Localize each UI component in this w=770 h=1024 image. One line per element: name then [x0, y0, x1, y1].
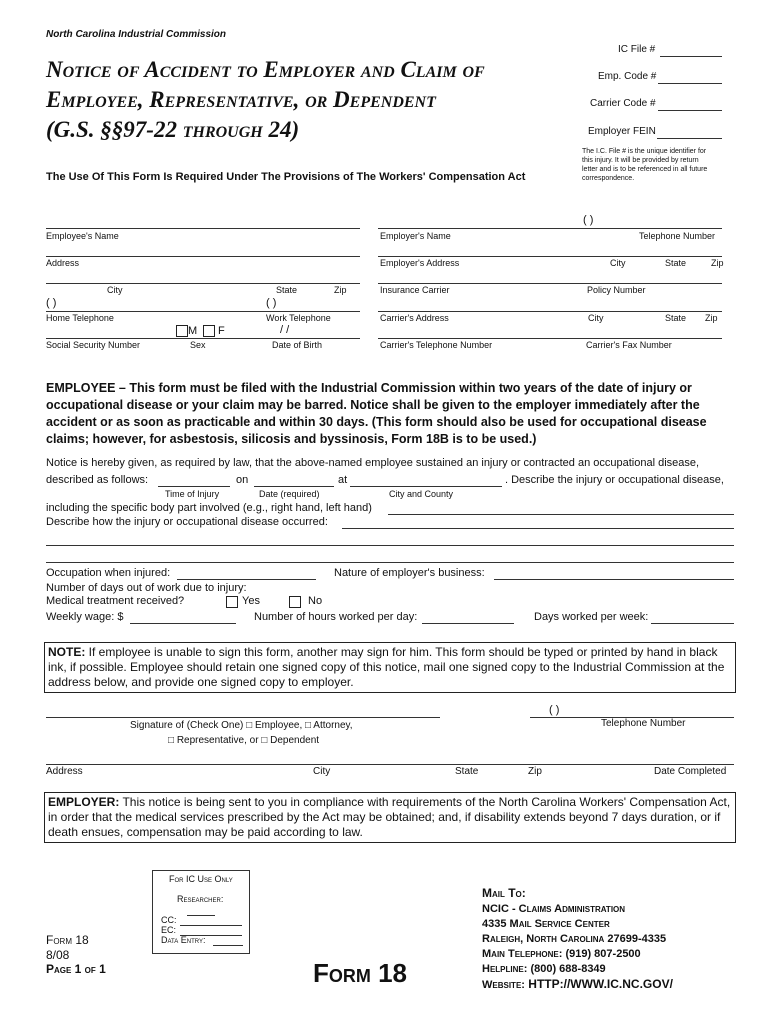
mail-to-label: Mail To: [482, 886, 526, 900]
sex-label: Sex [190, 340, 206, 350]
data-entry-line [213, 945, 243, 946]
signer-address-label: Address [46, 766, 83, 777]
hours-per-day-label: Number of hours worked per day: [254, 611, 418, 623]
employer-notice-box [44, 792, 736, 843]
employer-address-label: Employer's Address [380, 258, 460, 268]
big-form-label: Form 18 [313, 958, 408, 988]
carrier-code-label: Carrier Code # [590, 98, 656, 109]
signer-state-label: State [455, 766, 479, 777]
how-occurred-line-3[interactable] [46, 550, 734, 563]
signer-phone-paren: ( ) [549, 704, 560, 716]
data-entry-label: Data Entry: [161, 935, 206, 945]
note-label: NOTE: [48, 645, 86, 659]
weekly-wage-input[interactable] [130, 611, 236, 624]
home-telephone-label: Home Telephone [46, 313, 114, 323]
at-label: at [338, 474, 348, 486]
requirement-notice: The Use Of This Form Is Required Under The Provisions of The Workers' Compensation Act [46, 171, 526, 183]
employee-filing-notice: EMPLOYEE – This form must be filed with the Industrial Commission within two years of the date of injury or occupational disease or your claim may be barred. Notice shall be given to the employer immediately after the accident or as soon as practicable and within 30 days. (This form should also be used for occupational disease claims; however, for asbestosis, silicosis and byssinosis, Form 18B is to be used.) [46, 381, 707, 446]
weekly-wage-label: Weekly wage: $ [46, 611, 124, 623]
researcher-line [187, 915, 215, 916]
medical-yes-label: Yes [242, 595, 260, 607]
employee-address-label: Address [46, 258, 80, 268]
how-occurred-input[interactable] [342, 516, 734, 529]
medical-label: Medical treatment received? [46, 595, 185, 607]
signer-zip-label: Zip [528, 766, 542, 777]
business-input[interactable] [494, 567, 734, 580]
telephone-input[interactable] [46, 299, 360, 312]
medical-yes-checkbox[interactable] [226, 596, 238, 608]
carrier-city-label: City [588, 313, 604, 323]
on-label: on [236, 474, 249, 486]
signature-check-line-2: □ Representative, or □ Dependent [168, 735, 320, 746]
carrier-code-input[interactable] [658, 98, 722, 111]
work-telephone-label: Work Telephone [266, 313, 331, 323]
employer-telephone-label: Telephone Number [639, 231, 716, 241]
employee-name-input[interactable] [46, 216, 360, 229]
employee-address-input[interactable] [46, 244, 360, 257]
date-completed-label: Date Completed [654, 766, 727, 777]
form-date: 8/08 [46, 948, 70, 962]
employer-city-label: City [610, 258, 626, 268]
date-required-label: Date (required) [259, 489, 320, 499]
employer-fein-label: Employer FEIN [588, 126, 656, 137]
employee-city-label: City [107, 285, 123, 295]
employee-zip-label: Zip [334, 285, 347, 295]
city-county-label: City and County [389, 489, 454, 499]
home-phone-paren: ( ) [46, 297, 57, 309]
days-per-week-input[interactable] [651, 611, 734, 624]
main-telephone: Main Telephone: (919) 807-2500 [482, 948, 641, 960]
emp-code-input[interactable] [658, 71, 722, 84]
agency-name: North Carolina Industrial Commission [46, 29, 227, 40]
employee-name-label: Employee's Name [46, 231, 119, 241]
employer-fein-input[interactable] [657, 126, 722, 139]
notice-given-text: Notice is hereby given, as required by law, that the above-named employee sustained an injury or contracted an occupational disease, [46, 457, 700, 469]
employer-address-input[interactable] [378, 244, 722, 257]
employee-state-label: State [276, 285, 298, 295]
ic-use-box [152, 870, 250, 954]
carrier-state-label: State [665, 313, 687, 323]
medical-no-checkbox[interactable] [289, 596, 301, 608]
employer-notice-label: EMPLOYER: [48, 795, 120, 809]
signature-check-line-1: Signature of (Check One) □ Employee, □ Attorney, [130, 720, 353, 731]
policy-number-label: Policy Number [587, 285, 646, 295]
hours-per-day-input[interactable] [422, 611, 514, 624]
dob-label: Date of Birth [272, 340, 323, 350]
work-phone-paren: ( ) [266, 297, 277, 309]
website: Website: HTTP://WWW.IC.NC.GOV/ [482, 977, 673, 991]
city-county-input[interactable] [350, 474, 502, 487]
signer-city-label: City [313, 766, 331, 777]
sex-female-label: F [218, 325, 225, 337]
how-occurred-label: Describe how the injury or occupational disease occurred: [46, 516, 328, 528]
dob-slashes: / / [280, 324, 290, 336]
carrier-telephone-label: Carrier's Telephone Number [380, 340, 493, 350]
ic-use-title: For IC Use Only [169, 874, 233, 884]
body-part-input[interactable] [388, 502, 734, 515]
mail-to-line-1: NCIC - Claims Administration [482, 903, 626, 915]
date-of-injury-input[interactable] [254, 474, 334, 487]
carrier-address-label: Carrier's Address [380, 313, 449, 323]
signer-telephone-input[interactable] [530, 705, 734, 718]
form-title-line-3: (G.S. §§97-22 through 24) [46, 117, 300, 142]
mail-to-line-3: Raleigh, North Carolina 27699-4335 [482, 933, 667, 945]
medical-no-label: No [308, 595, 323, 607]
form-title-line-2: Employee, Representative, or Dependent [46, 87, 436, 112]
employer-name-input[interactable] [378, 216, 722, 229]
described-as-label: described as follows: [46, 474, 149, 486]
ssn-sex-dob-input[interactable] [46, 326, 360, 339]
ic-file-note: The I.C. File # is the unique identifier for this injury. It will be provided by return letter and is to be referenced in all future correspondence. [582, 148, 708, 182]
ssn-label: Social Security Number [46, 340, 141, 350]
occupation-input[interactable] [177, 567, 316, 580]
occupation-label: Occupation when injured: [46, 567, 171, 579]
days-out-label: Number of days out of work due to injury: [46, 582, 247, 594]
insurance-carrier-label: Insurance Carrier [380, 285, 450, 295]
insurance-carrier-input[interactable] [378, 271, 722, 284]
days-per-week-label: Days worked per week: [534, 611, 649, 623]
employer-state-label: State [665, 258, 687, 268]
carrier-zip-label: Zip [705, 313, 718, 323]
note-box [44, 642, 736, 693]
note-text: If employee is unable to sign this form, another may sign for him. This form should be typed or printed by hand in black ink, if possible. Employee should retain one signed copy of this notice, mail one signed copy to the Industrial Commission at the address below, and provide one signed copy to employer. [48, 645, 725, 689]
employer-name-label: Employer's Name [380, 231, 451, 241]
signer-telephone-label: Telephone Number [601, 718, 686, 729]
employer-notice-text: This notice is being sent to you in compliance with requirements of the North Carolina Workers' Compensation Act, in order that the medical services prescribed by the Act may be obtained; and, if disability extends beyond 7 days duration, or if death ensues, compensation may be paid according to law. [48, 795, 731, 839]
signer-address-input[interactable] [46, 752, 734, 765]
ec-label: EC: [161, 925, 177, 935]
how-occurred-line-2[interactable] [46, 533, 734, 546]
emp-code-label: Emp. Code # [598, 71, 657, 82]
form-title-line-1: Notice of Accident to Employer and Claim of [46, 57, 485, 82]
ic-file-label: IC File # [618, 44, 656, 55]
cc-label: CC: [161, 915, 177, 925]
time-of-injury-label: Time of Injury [165, 489, 220, 499]
mail-to-line-2: 4335 Mail Service Center [482, 918, 610, 930]
signature-input[interactable] [46, 705, 440, 718]
cc-line [180, 925, 242, 926]
form-number: Form 18 [46, 933, 89, 947]
carrier-phone-fax-input[interactable] [378, 326, 722, 339]
ic-file-input[interactable] [660, 44, 722, 57]
employer-phone-paren: ( ) [583, 214, 594, 226]
employee-city-state-zip-input[interactable] [46, 271, 360, 284]
time-of-injury-input[interactable] [158, 474, 230, 487]
sex-male-label: M [188, 325, 198, 337]
business-label: Nature of employer's business: [334, 567, 485, 579]
employer-zip-label: Zip [711, 258, 724, 268]
helpline: Helpline: (800) 688-8349 [482, 963, 606, 975]
page-number: Page 1 of 1 [46, 962, 106, 976]
carrier-address-input[interactable] [378, 299, 722, 312]
body-part-label: including the specific body part involved (e.g., right hand, left hand) [46, 502, 372, 514]
researcher-label: Researcher: [177, 894, 224, 904]
carrier-fax-label: Carrier's Fax Number [586, 340, 672, 350]
describe-injury-label: . Describe the injury or occupational disease, [505, 474, 724, 486]
